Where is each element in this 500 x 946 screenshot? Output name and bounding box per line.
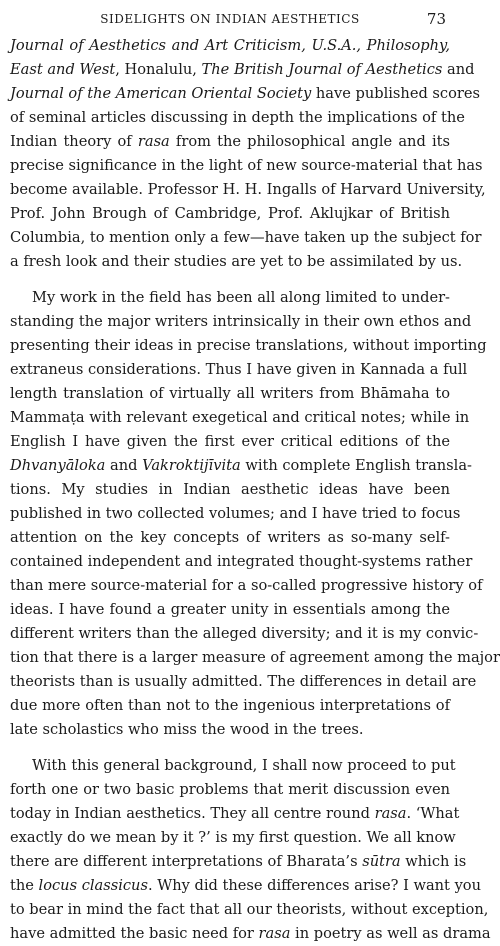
text-line: contained independent and integrated thought-systems rather [10, 553, 473, 570]
text-line: Journal of Aesthetics and Art Criticism, U.S.A., Philosophy, [10, 37, 450, 54]
text-line: different writers than the alleged diversity; and it is my convic- [10, 625, 479, 642]
text-line: a fresh look and their studies are yet to be assimilated by us. [10, 253, 463, 270]
text-line: exactly do we mean by it ?’ is my first question. We all know [10, 829, 456, 846]
text-line: tion that there is a larger measure of agreement among the major [10, 649, 500, 666]
text-line: presenting their ideas in precise translations, without importing [10, 337, 487, 354]
paragraph-1 [10, 34, 486, 274]
text-line: Mammaṭa with relevant exegetical and critical notes; while in [10, 409, 470, 426]
text-line: there are different interpretations of Bharata’s sūtra which is [10, 853, 467, 870]
running-title: SIDELIGHTS ON INDIAN AESTHETICS [100, 12, 360, 26]
text-line: attention on the key concepts of writers as so-many self- [10, 529, 450, 546]
text-line: My work in the field has been all along limited to under- [32, 289, 450, 306]
running-header [10, 10, 450, 32]
text-line: tions. My studies in Indian aesthetic ideas have been [10, 481, 450, 498]
text-line: forth one or two basic problems that merit discussion even [10, 781, 450, 798]
text-line: today in Indian aesthetics. They all centre round rasa. ‘What [10, 805, 460, 822]
body-text [10, 34, 500, 946]
text-line: theorists than is usually admitted. The differences in detail are [10, 673, 477, 690]
paragraph-3 [10, 754, 491, 946]
text-line: become available. Professor H. H. Ingalls of Harvard University, [10, 181, 486, 198]
text-line: the locus classicus. Why did these differences arise? I want you [10, 877, 481, 894]
text-line: late scholastics who miss the wood in the trees. [10, 721, 364, 738]
text-line: Columbia, to mention only a few—have taken up the subject for [10, 229, 482, 246]
text-line: than mere source-material for a so-called progressive history of [10, 577, 483, 594]
text-line: extraneus considerations. Thus I have given in Kannada a full [10, 361, 468, 378]
text-line: to bear in mind the fact that all our theorists, without exception, [10, 901, 489, 918]
text-line: Indian theory of rasa from the philosophical angle and its [10, 133, 450, 150]
text-line: East and West, Honalulu, The British Journal of Aesthetics and [10, 61, 475, 78]
text-line: standing the major writers intrinsically in their own ethos and [10, 313, 472, 330]
text-line: Prof. John Brough of Cambridge, Prof. Aklujkar of British [10, 205, 450, 222]
text-line: ideas. I have found a greater unity in essentials among the [10, 601, 450, 618]
paragraph-2 [10, 286, 500, 742]
text-line: due more often than not to the ingenious interpretations of [10, 697, 450, 714]
text-line: length translation of virtually all writers from Bhāmaha to [10, 385, 450, 402]
text-line: With this general background, I shall now proceed to put [32, 757, 456, 774]
text-line: English I have given the first ever critical editions of the [10, 433, 450, 450]
text-line: Dhvanyāloka and Vakroktijīvita with complete English transla- [10, 457, 472, 474]
text-line: Journal of the American Oriental Society have published scores [10, 85, 480, 102]
text-line: precise significance in the light of new source-material that has [10, 157, 483, 174]
page-number: 73 [426, 10, 446, 28]
text-line: have admitted the basic need for rasa in poetry as well as drama [10, 925, 491, 942]
text-line: published in two collected volumes; and I have tried to focus [10, 505, 461, 522]
text-line: of seminal articles discussing in depth the implications of the [10, 109, 465, 126]
